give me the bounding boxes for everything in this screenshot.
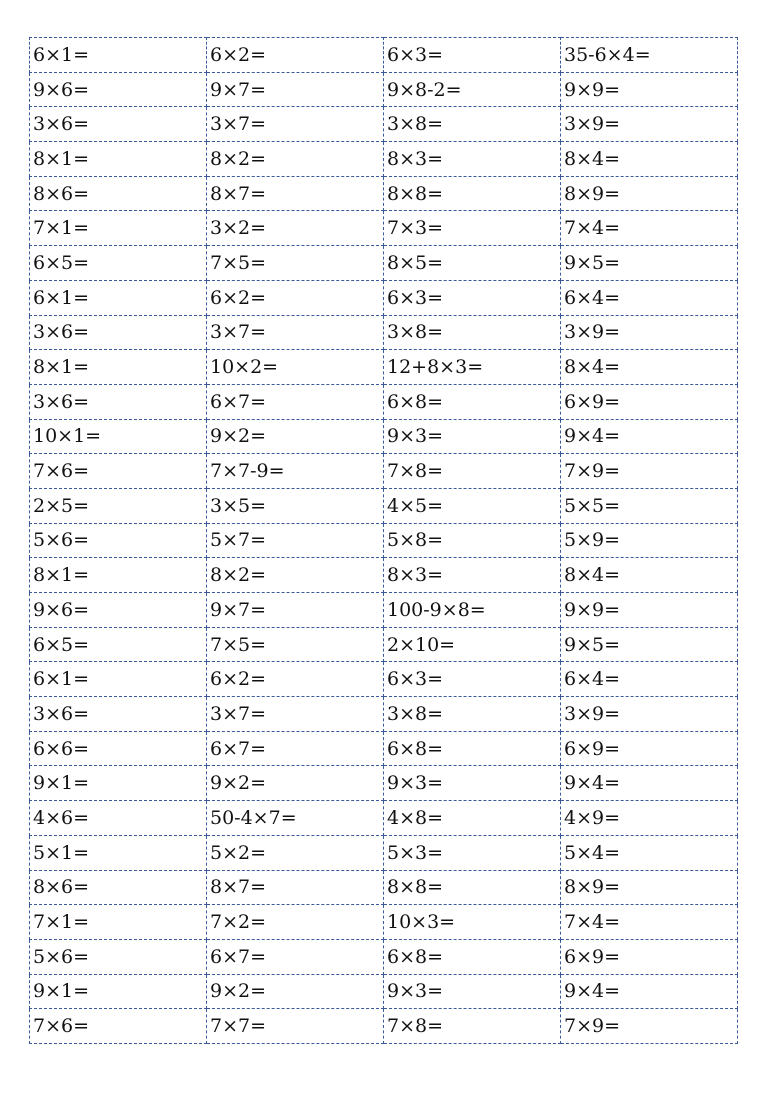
problem-cell: 8×2= bbox=[207, 558, 384, 593]
problem-cell: 8×8= bbox=[384, 176, 561, 211]
problem-cell: 6×2= bbox=[207, 38, 384, 73]
problem-cell: 6×4= bbox=[561, 662, 738, 697]
problem-cell: 5×4= bbox=[561, 835, 738, 870]
problem-cell: 3×9= bbox=[561, 697, 738, 732]
problem-cell: 3×6= bbox=[30, 315, 207, 350]
problem-cell: 6×7= bbox=[207, 731, 384, 766]
problem-cell: 8×1= bbox=[30, 558, 207, 593]
problem-cell: 4×6= bbox=[30, 801, 207, 836]
problem-cell: 5×8= bbox=[384, 523, 561, 558]
table-row bbox=[30, 731, 738, 766]
problem-cell: 35-6×4= bbox=[561, 38, 738, 73]
table-row bbox=[30, 38, 738, 73]
problem-cell: 5×3= bbox=[384, 835, 561, 870]
problem-cell: 100-9×8= bbox=[384, 593, 561, 628]
problem-cell: 6×1= bbox=[30, 280, 207, 315]
problem-cell: 3×6= bbox=[30, 697, 207, 732]
problem-cell: 3×2= bbox=[207, 211, 384, 246]
problem-cell: 5×6= bbox=[30, 523, 207, 558]
problem-cell: 12+8×3= bbox=[384, 350, 561, 385]
problem-cell: 8×9= bbox=[561, 176, 738, 211]
problem-cell: 6×3= bbox=[384, 280, 561, 315]
problem-cell: 3×8= bbox=[384, 697, 561, 732]
problem-cell: 4×9= bbox=[561, 801, 738, 836]
table-row bbox=[30, 697, 738, 732]
problem-cell: 6×7= bbox=[207, 939, 384, 974]
problem-cell: 3×7= bbox=[207, 107, 384, 142]
problem-cell: 6×8= bbox=[384, 384, 561, 419]
problem-cell: 5×9= bbox=[561, 523, 738, 558]
table-row bbox=[30, 176, 738, 211]
problem-cell: 4×5= bbox=[384, 488, 561, 523]
problem-cell: 9×4= bbox=[561, 766, 738, 801]
problem-cell: 6×8= bbox=[384, 939, 561, 974]
problem-cell: 8×6= bbox=[30, 870, 207, 905]
problem-cell: 5×5= bbox=[561, 488, 738, 523]
table-row bbox=[30, 870, 738, 905]
table-row bbox=[30, 142, 738, 177]
problem-cell: 3×9= bbox=[561, 107, 738, 142]
problem-cell: 8×6= bbox=[30, 176, 207, 211]
problem-cell: 6×1= bbox=[30, 38, 207, 73]
problem-cell: 7×4= bbox=[561, 905, 738, 940]
problem-cell: 9×2= bbox=[207, 974, 384, 1009]
problem-cell: 7×1= bbox=[30, 905, 207, 940]
problem-cell: 8×3= bbox=[384, 142, 561, 177]
arithmetic-worksheet-table bbox=[29, 37, 738, 1044]
problem-cell: 5×6= bbox=[30, 939, 207, 974]
problem-cell: 9×4= bbox=[561, 974, 738, 1009]
problem-cell: 3×9= bbox=[561, 315, 738, 350]
table-row bbox=[30, 350, 738, 385]
problem-cell: 5×7= bbox=[207, 523, 384, 558]
problem-cell: 8×1= bbox=[30, 350, 207, 385]
problem-cell: 8×4= bbox=[561, 142, 738, 177]
problem-cell: 8×8= bbox=[384, 870, 561, 905]
problem-cell: 9×3= bbox=[384, 419, 561, 454]
problem-cell: 9×9= bbox=[561, 72, 738, 107]
problem-cell: 6×3= bbox=[384, 662, 561, 697]
problem-cell: 6×3= bbox=[384, 38, 561, 73]
problem-cell: 2×10= bbox=[384, 627, 561, 662]
table-row bbox=[30, 627, 738, 662]
worksheet-body bbox=[30, 38, 738, 1044]
problem-cell: 7×2= bbox=[207, 905, 384, 940]
table-row bbox=[30, 558, 738, 593]
problem-cell: 5×1= bbox=[30, 835, 207, 870]
problem-cell: 8×9= bbox=[561, 870, 738, 905]
problem-cell: 3×7= bbox=[207, 697, 384, 732]
problem-cell: 3×8= bbox=[384, 107, 561, 142]
problem-cell: 2×5= bbox=[30, 488, 207, 523]
problem-cell: 7×5= bbox=[207, 246, 384, 281]
problem-cell: 9×9= bbox=[561, 593, 738, 628]
problem-cell: 3×7= bbox=[207, 315, 384, 350]
problem-cell: 9×5= bbox=[561, 246, 738, 281]
problem-cell: 7×9= bbox=[561, 1009, 738, 1044]
problem-cell: 9×1= bbox=[30, 766, 207, 801]
problem-cell: 9×4= bbox=[561, 419, 738, 454]
table-row bbox=[30, 315, 738, 350]
problem-cell: 6×5= bbox=[30, 627, 207, 662]
problem-cell: 7×6= bbox=[30, 454, 207, 489]
problem-cell: 6×9= bbox=[561, 939, 738, 974]
problem-cell: 6×2= bbox=[207, 662, 384, 697]
problem-cell: 9×6= bbox=[30, 593, 207, 628]
problem-cell: 7×9= bbox=[561, 454, 738, 489]
table-row bbox=[30, 974, 738, 1009]
problem-cell: 9×1= bbox=[30, 974, 207, 1009]
problem-cell: 3×5= bbox=[207, 488, 384, 523]
problem-cell: 9×3= bbox=[384, 974, 561, 1009]
problem-cell: 6×7= bbox=[207, 384, 384, 419]
table-row bbox=[30, 454, 738, 489]
table-row bbox=[30, 280, 738, 315]
table-row bbox=[30, 107, 738, 142]
problem-cell: 7×8= bbox=[384, 1009, 561, 1044]
problem-cell: 6×9= bbox=[561, 731, 738, 766]
problem-cell: 6×1= bbox=[30, 662, 207, 697]
problem-cell: 8×1= bbox=[30, 142, 207, 177]
problem-cell: 8×4= bbox=[561, 350, 738, 385]
problem-cell: 6×8= bbox=[384, 731, 561, 766]
problem-cell: 9×8-2= bbox=[384, 72, 561, 107]
problem-cell: 9×2= bbox=[207, 419, 384, 454]
problem-cell: 7×4= bbox=[561, 211, 738, 246]
problem-cell: 7×7-9= bbox=[207, 454, 384, 489]
table-row bbox=[30, 384, 738, 419]
problem-cell: 7×7= bbox=[207, 1009, 384, 1044]
problem-cell: 7×1= bbox=[30, 211, 207, 246]
problem-cell: 10×2= bbox=[207, 350, 384, 385]
problem-cell: 8×7= bbox=[207, 176, 384, 211]
problem-cell: 7×3= bbox=[384, 211, 561, 246]
problem-cell: 10×1= bbox=[30, 419, 207, 454]
table-row bbox=[30, 939, 738, 974]
table-row bbox=[30, 1009, 738, 1044]
problem-cell: 8×5= bbox=[384, 246, 561, 281]
problem-cell: 50-4×7= bbox=[207, 801, 384, 836]
table-row bbox=[30, 523, 738, 558]
problem-cell: 6×4= bbox=[561, 280, 738, 315]
problem-cell: 9×6= bbox=[30, 72, 207, 107]
problem-cell: 7×8= bbox=[384, 454, 561, 489]
problem-cell: 8×4= bbox=[561, 558, 738, 593]
problem-cell: 6×9= bbox=[561, 384, 738, 419]
problem-cell: 3×6= bbox=[30, 384, 207, 419]
table-row bbox=[30, 801, 738, 836]
problem-cell: 9×7= bbox=[207, 593, 384, 628]
table-row bbox=[30, 593, 738, 628]
problem-cell: 4×8= bbox=[384, 801, 561, 836]
problem-cell: 9×3= bbox=[384, 766, 561, 801]
problem-cell: 9×7= bbox=[207, 72, 384, 107]
problem-cell: 8×2= bbox=[207, 142, 384, 177]
problem-cell: 7×5= bbox=[207, 627, 384, 662]
problem-cell: 8×3= bbox=[384, 558, 561, 593]
table-row bbox=[30, 246, 738, 281]
problem-cell: 3×8= bbox=[384, 315, 561, 350]
table-row bbox=[30, 211, 738, 246]
table-row bbox=[30, 419, 738, 454]
table-row bbox=[30, 72, 738, 107]
table-row bbox=[30, 905, 738, 940]
problem-cell: 7×6= bbox=[30, 1009, 207, 1044]
problem-cell: 6×2= bbox=[207, 280, 384, 315]
problem-cell: 5×2= bbox=[207, 835, 384, 870]
problem-cell: 8×7= bbox=[207, 870, 384, 905]
table-row bbox=[30, 488, 738, 523]
problem-cell: 6×6= bbox=[30, 731, 207, 766]
problem-cell: 9×2= bbox=[207, 766, 384, 801]
table-row bbox=[30, 662, 738, 697]
problem-cell: 10×3= bbox=[384, 905, 561, 940]
table-row bbox=[30, 835, 738, 870]
problem-cell: 3×6= bbox=[30, 107, 207, 142]
problem-cell: 9×5= bbox=[561, 627, 738, 662]
table-row bbox=[30, 766, 738, 801]
problem-cell: 6×5= bbox=[30, 246, 207, 281]
